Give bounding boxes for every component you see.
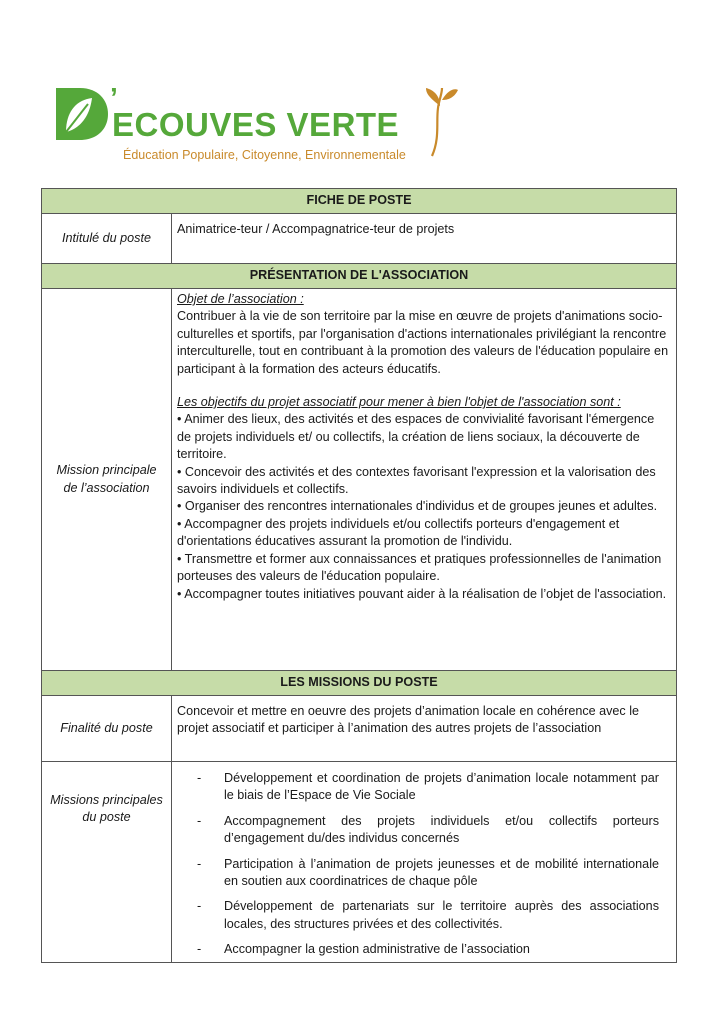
section-header-fiche: FICHE DE POSTE (42, 189, 677, 214)
logo (52, 78, 472, 168)
logo-title: ECOUVES VERTE (112, 106, 400, 143)
job-sheet-table (41, 188, 677, 963)
section-header-missions: LES MISSIONS DU POSTE (42, 671, 677, 696)
objet-text: Contribuer à la vie de son territoire par la mise en œuvre de projets d'animations socio-culturelles et sportifs, par l'organisation d'actions internationales privilégiant la rencontre interculturelle, tout en contribuant à la promotion des valeurs de l'éducation populaire en participant à la formation des acteurs éducatifs. (177, 309, 669, 376)
mission-item: - Développement de partenariats sur le territoire auprès des associations locales, des structures privées et des collectivités. (197, 898, 659, 933)
mission-item: - Participation à l’animation de projets jeunesses et de mobilité internationale en soutien aux coordinatrices de chaque pôle (197, 856, 659, 891)
objectif-item: • Transmettre et former aux connaissances et pratiques professionnelles de l'animation porteuses des valeurs de l'éducation populaire. (177, 551, 662, 584)
finalite-value: Concevoir et mettre en oeuvre des projets d’animation locale en cohérence avec le projet associatif et participer à l’animation des autres projets de l’association (172, 696, 677, 762)
job-title-value: Animatrice-teur / Accompagnatrice-teur de projets (172, 214, 677, 264)
mission-item: - Accompagner la gestion administrative de l’association (197, 941, 659, 958)
mission-item: - Accompagnement des projets individuels et/ou collectifs porteurs d’engagement du/des individus concernés (197, 813, 659, 848)
logo-tagline: Éducation Populaire, Citoyenne, Environnementale (123, 148, 406, 162)
section-header-presentation: PRÉSENTATION DE L'ASSOCIATION (42, 264, 677, 289)
leaf-d-logo-icon (52, 84, 112, 144)
missions-list-cell (172, 762, 677, 963)
job-title-label: Intitulé du poste (42, 214, 172, 264)
missions-principales-label (42, 762, 172, 963)
objet-heading: Objet de l’association : (177, 292, 304, 306)
objectif-item: • Accompagner toutes initiatives pouvant aider à la réalisation de l’objet de l'association. (177, 586, 667, 601)
objectif-item: • Concevoir des activités et des contextes favorisant l'expression et la valorisation des savoirs individuels et collectifs. (177, 464, 656, 497)
objectif-item: • Organiser des rencontres internationales d'individus et de groupes jeunes et adultes. (177, 499, 658, 514)
logo-apostrophe: ’ (110, 82, 118, 113)
objectif-item: • Animer des lieux, des activités et des espaces de convivialité favorisant l'émergence de projets individuels et/ ou collectifs, la création de liens sociaux, la découverte de territoire. (177, 412, 655, 462)
mission-item: - Développement et coordination de projets d’animation locale notamment par le biais de l’Espace de Vie Sociale (197, 770, 659, 805)
missions-principales-label-text: Missions principales du poste (50, 793, 163, 825)
mission-principale-content (172, 289, 677, 671)
objectifs-heading: Les objectifs du projet associatif pour mener à bien l'objet de l'association sont : (177, 395, 621, 410)
sprout-icon (420, 78, 460, 158)
finalite-label: Finalité du poste (42, 696, 172, 762)
missions-list (177, 770, 671, 959)
mission-principale-label: Mission principale de l’association (42, 289, 172, 671)
objectif-item: • Accompagner des projets individuels et/ou collectifs porteurs d'engagement et d'orientations éducatives assurant la promotion de l'individu. (177, 516, 620, 549)
